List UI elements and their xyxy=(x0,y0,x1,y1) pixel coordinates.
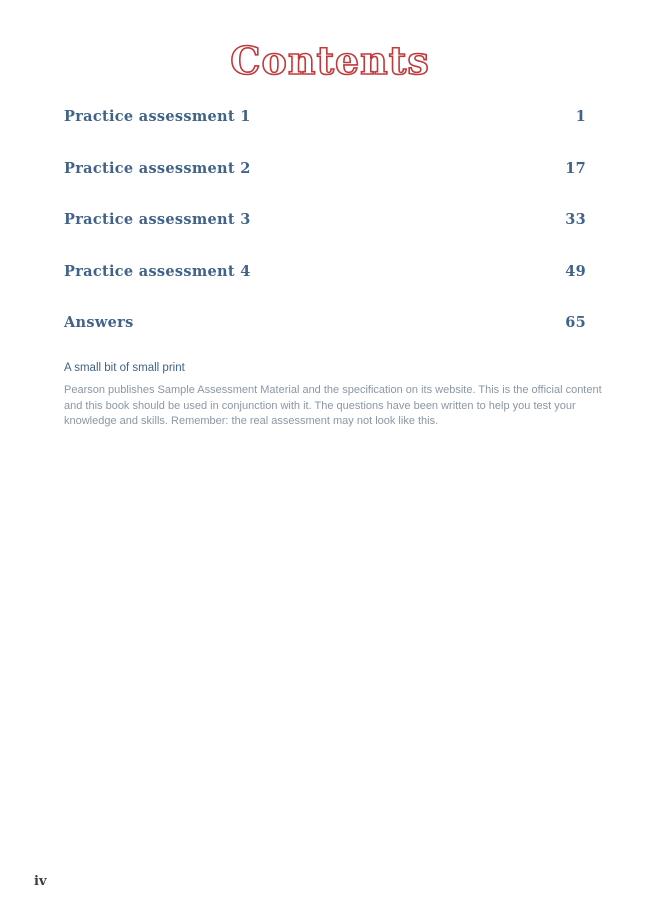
toc-entry-page-number: 49 xyxy=(565,262,586,280)
toc-entry-page-number: 33 xyxy=(565,211,586,228)
page-number: iv xyxy=(34,874,47,889)
toc-entry-label: Practice assessment 3 xyxy=(64,211,251,228)
toc-entry-label: Practice assessment 4 xyxy=(64,262,251,280)
toc-entry-practice-assessment-4[interactable] xyxy=(64,259,586,311)
small-print-body: Pearson publishes Sample Assessment Material and the specification on its website. This is the official content and this book should be used in conjunction with it. The questions have been written to help you test your knowledge and skills. Remember: the real assessment may not look like this. xyxy=(64,384,602,427)
toc-entry-label: Practice assessment 1 xyxy=(64,108,251,125)
toc-entry-page-number: 1 xyxy=(575,108,586,125)
page-title: Contents xyxy=(230,38,430,83)
toc-entry-page-number: 17 xyxy=(565,159,586,177)
small-print-heading: A small bit of small print xyxy=(64,362,185,374)
toc-entry-label: Answers xyxy=(64,314,134,331)
table-of-contents xyxy=(64,104,586,362)
toc-entry-practice-assessment-2[interactable] xyxy=(64,156,586,208)
toc-entry-label: Practice assessment 2 xyxy=(64,159,251,177)
toc-entry-page-number: 65 xyxy=(565,314,586,331)
toc-entry-answers[interactable] xyxy=(64,310,586,362)
toc-entry-practice-assessment-1[interactable] xyxy=(64,104,586,156)
toc-entry-practice-assessment-3[interactable] xyxy=(64,207,586,259)
